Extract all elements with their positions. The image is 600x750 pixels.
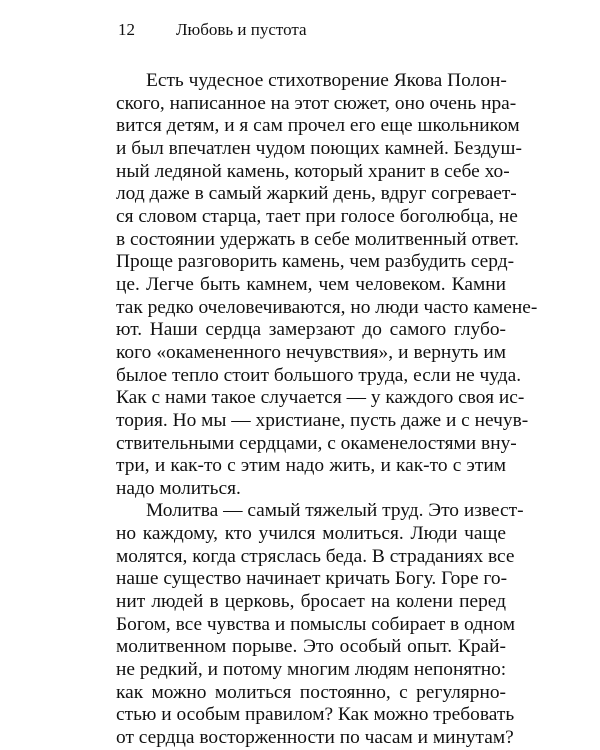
text-line: ствительными сердцами, с окаменелостями вну- — [116, 432, 517, 454]
text-line: вится детям, и я сам прочел его еще школьником — [116, 115, 520, 137]
text-line: от сердца восторженности по часам и минутам? — [116, 727, 514, 749]
paragraph-2 — [116, 500, 524, 749]
text-line: ют. Наши сердца замерзают до самого глубо- — [116, 319, 506, 341]
text-line: нит людей в церковь, бросает на колени перед — [116, 591, 506, 613]
book-title: Любовь и пустота — [176, 20, 307, 39]
text-line: стью и особым правилом? Как можно требовать — [116, 704, 515, 726]
body-text — [116, 70, 538, 750]
text-line: в состоянии удержать в себе молитвенный ответ. — [116, 228, 519, 250]
text-line: наше существо начинает кричать Богу. Горе го- — [116, 568, 508, 590]
text-line: кого «окамененного нечувствия», и вернуть им — [116, 341, 506, 363]
text-line: Богом, все чувства и помыслы собирает в одном — [116, 613, 515, 635]
text-line: так редко очеловечиваются, но люди часто камене- — [116, 296, 538, 318]
text-line: ского, написанное на этот сюжет, оно очень нра- — [116, 92, 517, 114]
page-number: 12 — [118, 20, 135, 39]
text-line: лод даже в самый жаркий день, вдруг согревает- — [116, 183, 517, 205]
text-line: молитвенном порыве. Это особый опыт. Край- — [116, 636, 506, 658]
running-head — [118, 19, 518, 41]
text-line: Молитва — самый тяжелый труд. Это извест- — [146, 500, 524, 522]
text-line: былое тепло стоит большого труда, если не чуда. — [116, 364, 522, 386]
text-line: ся словом старца, тает при голосе боголюбца, не — [116, 205, 518, 227]
text-line: тория. Но мы — христиане, пусть даже и с нечув- — [116, 409, 529, 431]
text-line: Как с нами такое случается — у каждого своя ис- — [116, 387, 525, 409]
text-line: не редкий, и потому многим людям непонятно: — [116, 659, 507, 681]
text-line: но каждому, кто учился молиться. Люди чаще — [116, 523, 506, 545]
text-line: Есть чудесное стихотворение Якова Полон- — [146, 70, 507, 91]
text-line: как можно молиться постоянно, с регулярно- — [116, 681, 506, 703]
text-line: надо молиться. — [116, 477, 241, 499]
text-line: молятся, когда стряслась беда. В страданиях все — [116, 545, 515, 567]
text-line: це. Легче быть камнем, чем человеком. Камни — [116, 273, 506, 295]
text-line: три, и как-то с этим надо жить, и как-то с этим — [116, 455, 506, 477]
paragraph-1 — [116, 70, 538, 500]
text-line: Проще разговорить камень, чем разбудить серд- — [116, 251, 515, 273]
text-line: и был впечатлен чудом поющих камней. Бездуш- — [116, 137, 522, 159]
text-line: ный ледяной камень, который хранит в себе хо- — [116, 160, 510, 182]
